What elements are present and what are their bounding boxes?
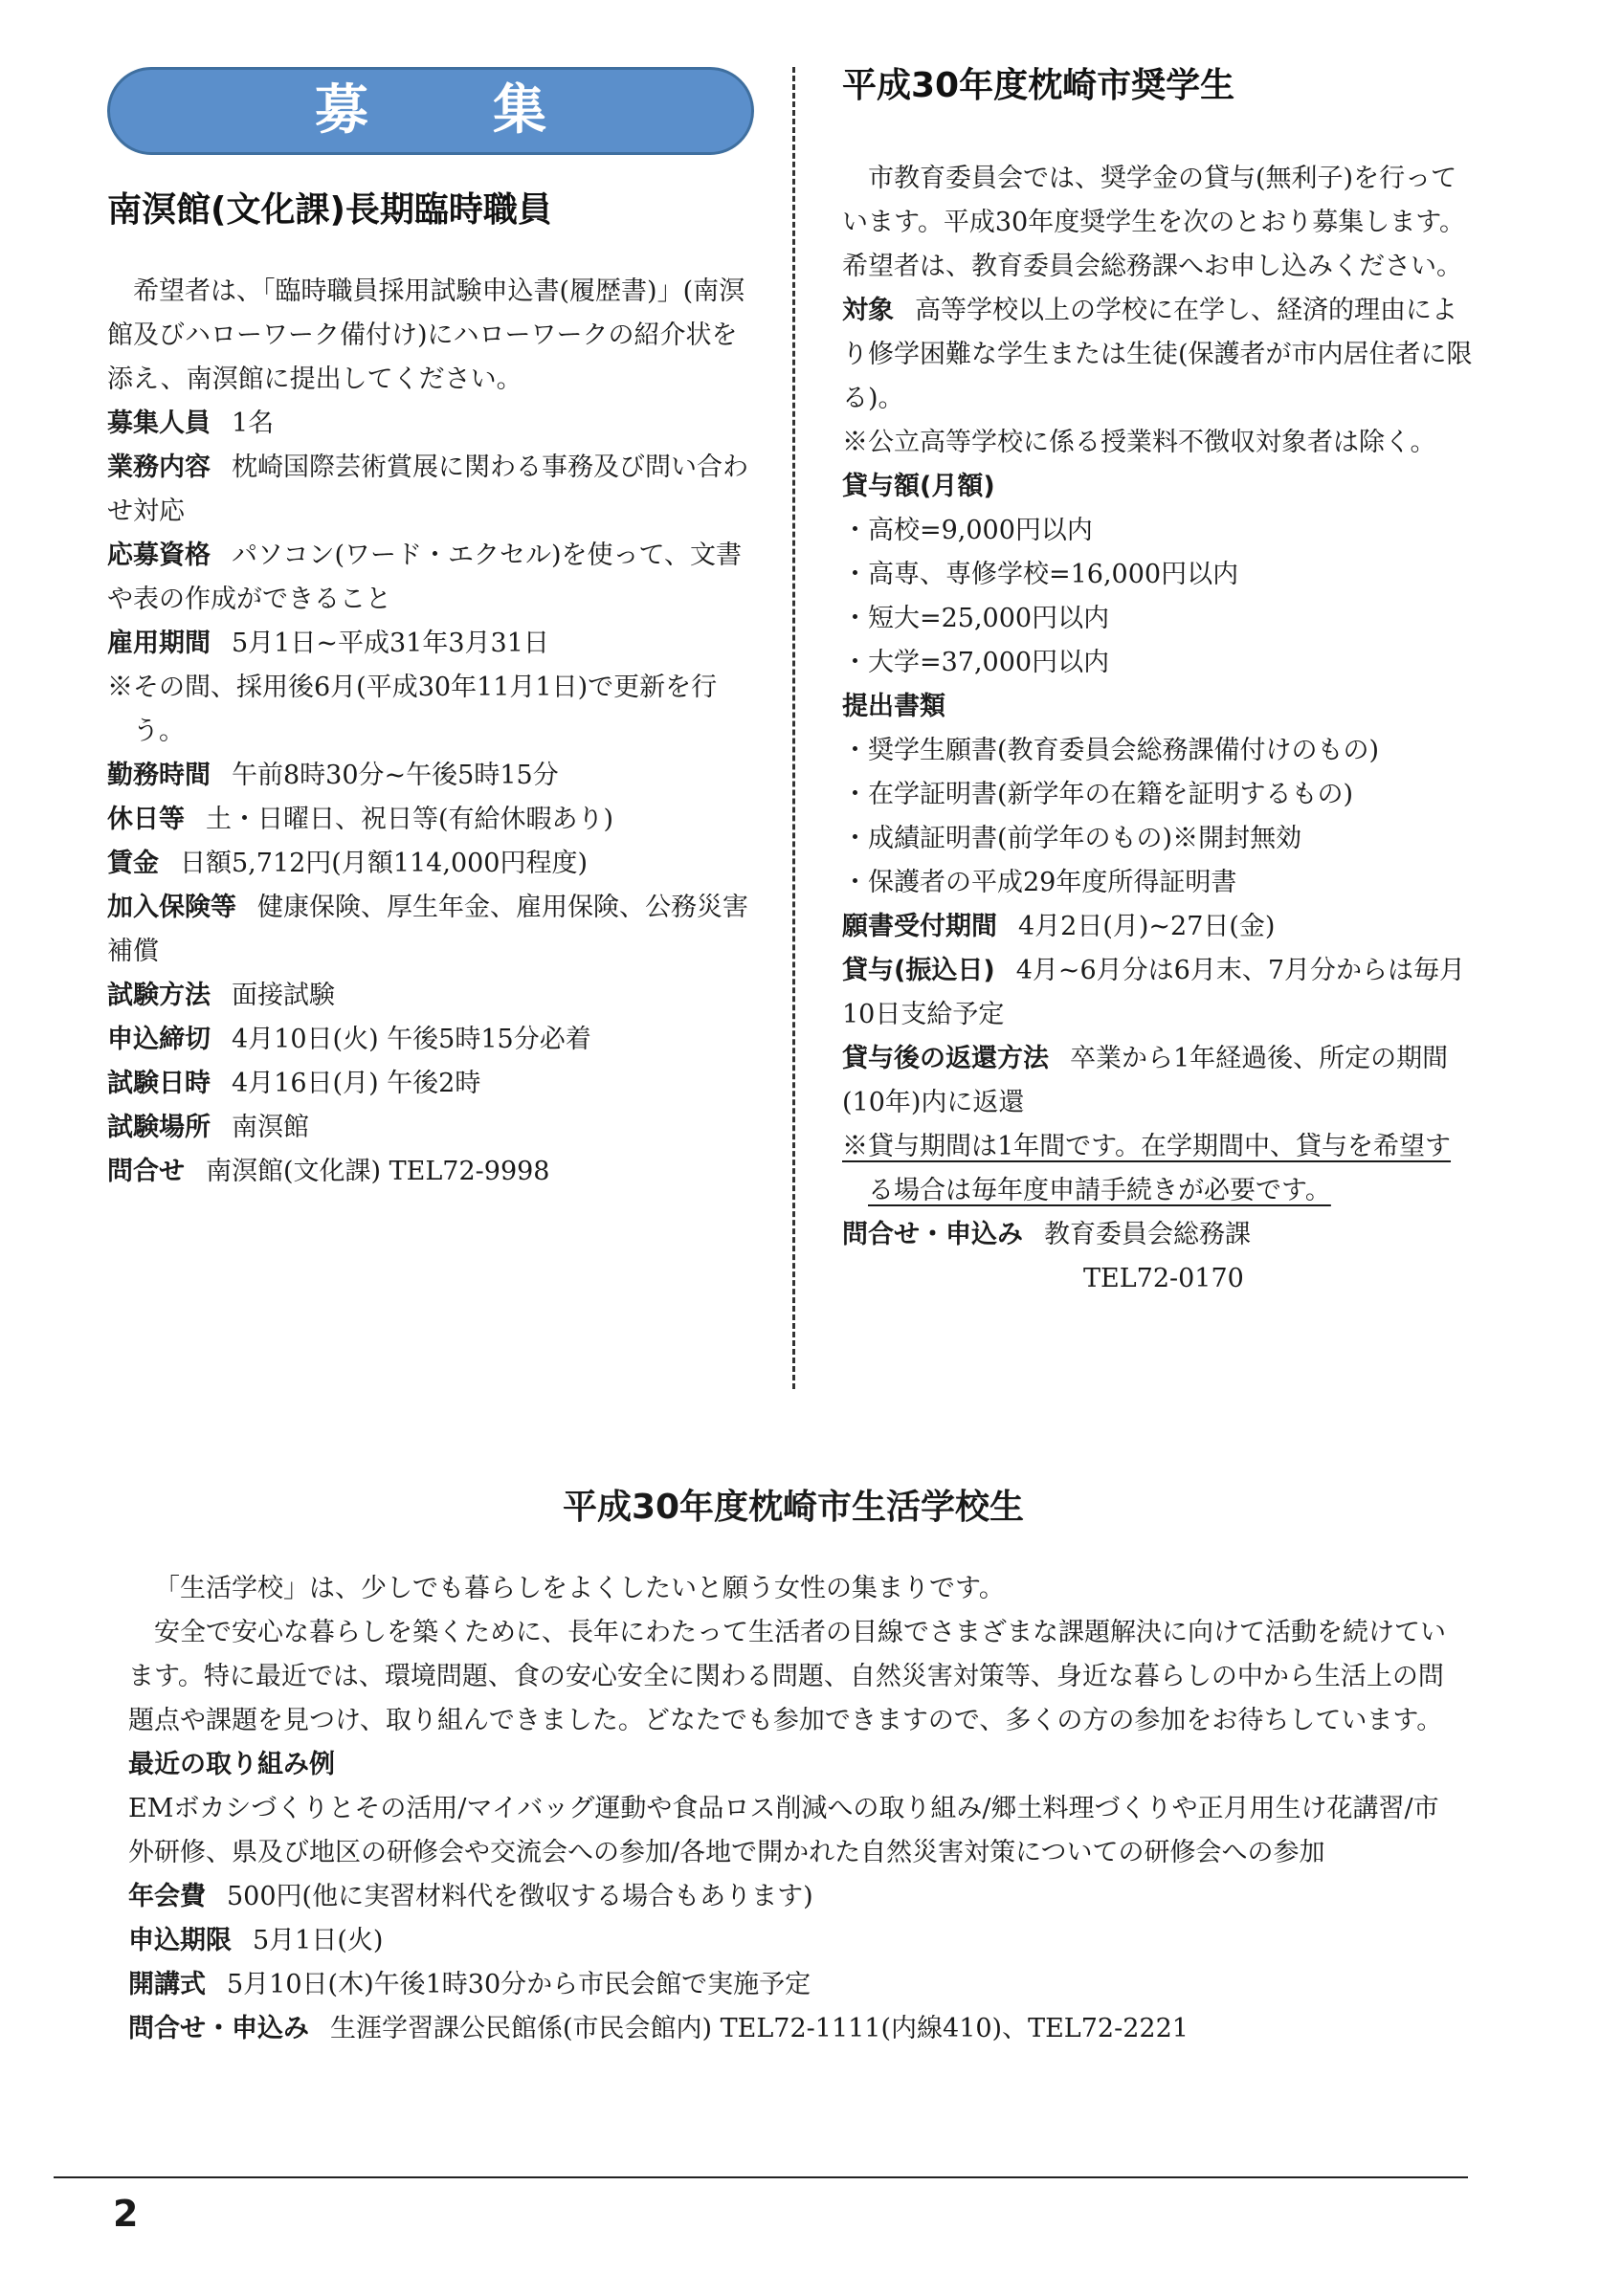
doc-item: ・奨学生願書(教育委員会総務課備付けのもの) <box>842 736 1380 765</box>
examples-text: EMボカシづくりとその活用/マイバッグ運動や食品ロス削減への取り組み/郷土料理づくりや正月用生け花講習/市外研修、県及び地区の研修会や交流会への参加/各地で開かれた自然災害対策についての研修会への参加 <box>128 1794 1439 1867</box>
amount-item: ・高校=9,000円以内 <box>842 516 1093 545</box>
amount-heading: 貸与額(月額) <box>842 472 995 501</box>
bottom-item: 年会費 500円(他に実習材料代を徴収する場合もあります) <box>128 1882 813 1911</box>
amount-item: ・大学=37,000円以内 <box>842 648 1110 677</box>
footer-rule <box>54 2176 1468 2178</box>
left-item: 加入保険等 健康保険、厚生年金、雇用保険、公務災害補償 <box>107 893 748 966</box>
left-note: ※その間、採用後6月(平成30年11月1日)で更新を行う。 <box>107 673 718 746</box>
left-item: 試験方法 面接試験 <box>107 981 335 1010</box>
banner-title: 募集 <box>315 79 671 142</box>
recruitment-banner <box>107 67 754 155</box>
left-items-2 <box>107 754 754 1194</box>
column-divider <box>792 67 795 1389</box>
left-heading: 南溟館(文化課)長期臨時職員 <box>107 190 552 230</box>
docs-heading: 提出書類 <box>842 692 945 721</box>
left-item: 雇用期間 5月1日~平成31年3月31日 <box>107 629 549 658</box>
left-item: 応募資格 パソコン(ワード・エクセル)を使って、文書や表の作成ができること <box>107 541 742 614</box>
left-item: 試験場所 南溟館 <box>107 1113 309 1142</box>
right-item: 願書受付期間 4月2日(月)~27日(金) <box>842 912 1276 941</box>
right-heading: 平成30年度枕崎市奨学生 <box>842 66 1235 105</box>
bottom-item: 開講式 5月10日(木)午後1時30分から市民会館で実施予定 <box>128 1970 812 1999</box>
bottom-item: 問合せ・申込み 生涯学習課公民館係(市民会館内) TEL72-1111(内線410)、TEL72-2221 <box>128 2014 1189 2043</box>
right-contact: 問合せ・申込み 教育委員会総務課 <box>842 1220 1251 1249</box>
right-column <box>842 63 1474 1301</box>
amount-item: ・高専、専修学校=16,000円以内 <box>842 560 1239 589</box>
left-intro: 希望者は、「臨時職員採用試験申込書(履歴書)」(南溟館及びハローワーク備付け)にハローワークの紹介状を添え、南溟館に提出してください。 <box>107 276 745 394</box>
underline-note: ※貸与期間は1年間です。在学期間中、貸与を希望する場合は毎年度申請手続きが必要です。 <box>842 1132 1452 1205</box>
bottom-item: 申込期限 5月1日(火) <box>128 1926 384 1955</box>
left-item: 募集人員 1名 <box>107 408 275 438</box>
right-contact-tel: TEL72-0170 <box>1083 1264 1244 1293</box>
left-item: 試験日時 4月16日(月) 午後2時 <box>107 1069 481 1098</box>
right-item: 貸与(振込日) 4月~6月分は6月末、7月分からは毎月10日支給予定 <box>842 956 1466 1029</box>
left-item: 勤務時間 午前8時30分~午後5時15分 <box>107 761 559 790</box>
page-number: 2 <box>113 2193 139 2235</box>
bottom-p2: 安全で安心な暮らしを築くために、長年にわたって生活者の目線でさまざまな課題解決に向けて活動を続けています。特に最近では、環境問題、食の安心安全に関わる問題、自然災害対策等、身近な暮らしの中から生活上の問題点や課題を見つけ、取り組んできました。どなたでも参加できますので、多くの方の参加をお待ちしています。 <box>128 1618 1446 1735</box>
left-item: 休日等 土・日曜日、祝日等(有給休暇あり) <box>107 805 614 834</box>
right-item: 貸与後の返還方法 卒業から1年経過後、所定の期間(10年)内に返還 <box>842 1044 1449 1117</box>
bottom-title: 平成30年度枕崎市生活学校生 <box>562 1488 1025 1527</box>
target-note: ※公立高等学校に係る授業料不徴収対象者は除く。 <box>842 428 1436 457</box>
bottom-section <box>128 1485 1458 2051</box>
left-item: 申込締切 4月10日(火) 午後5時15分必着 <box>107 1025 591 1054</box>
doc-item: ・在学証明書(新学年の在籍を証明するもの) <box>842 780 1354 809</box>
bottom-p1: 「生活学校」は、少しでも暮らしをよくしたいと願う女性の集まりです。 <box>154 1574 1005 1603</box>
left-item: 賃金 日額5,712円(月額114,000円程度) <box>107 849 589 878</box>
left-item: 業務内容 枕崎国際芸術賞展に関わる事務及び問い合わせ対応 <box>107 453 748 526</box>
target-row: 対象 高等学校以上の学校に在学し、経済的理由により修学困難な学生または生徒(保護者が市内居住者に限る)。 <box>842 296 1473 413</box>
doc-item: ・保護者の平成29年度所得証明書 <box>842 868 1237 897</box>
examples-heading: 最近の取り組み例 <box>128 1750 335 1779</box>
left-items <box>107 402 754 666</box>
left-item: 問合せ 南溟館(文化課) TEL72-9998 <box>107 1157 550 1186</box>
right-intro: 市教育委員会では、奨学金の貸与(無利子)を行っています。平成30年度奨学生を次のとおり募集します。希望者は、教育委員会総務課へお申し込みください。 <box>842 164 1466 281</box>
left-column <box>107 188 754 1194</box>
amount-item: ・短大=25,000円以内 <box>842 604 1110 633</box>
doc-item: ・成績証明書(前学年のもの)※開封無効 <box>842 824 1302 853</box>
